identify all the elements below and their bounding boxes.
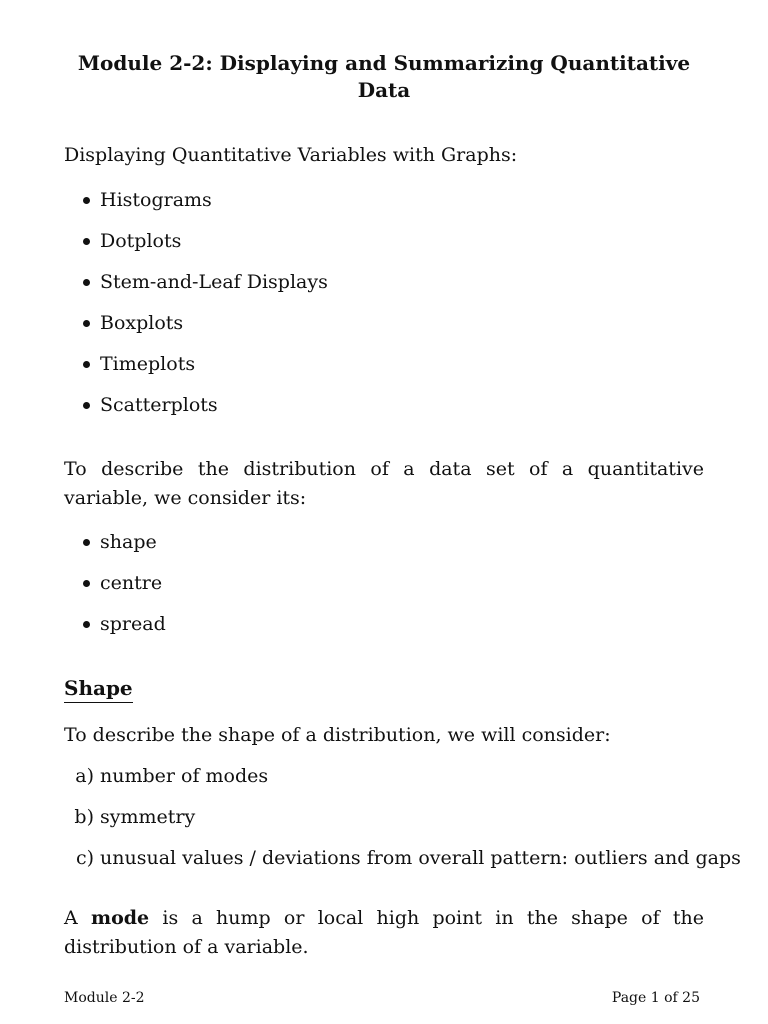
list-item-text: Stem-and-Leaf Displays: [100, 271, 328, 293]
bullet-icon: [83, 279, 90, 286]
bullet-icon: [83, 621, 90, 628]
list-item-text: Scatterplots: [100, 394, 218, 416]
distribution-intro-text: To describe the distribution of a data set of a quantitative variable, we consider its:: [64, 458, 704, 509]
footer-module-label: Module 2-2: [64, 990, 145, 1006]
list-item: [100, 311, 183, 335]
list-item-text: Histograms: [100, 189, 212, 211]
list-item: [100, 188, 212, 212]
bullet-icon: [83, 539, 90, 546]
list-item: [100, 530, 157, 554]
shape-intro-text: To describe the shape of a distribution, we will consider:: [64, 724, 611, 746]
mode-definition-prefix: A: [64, 907, 91, 929]
list-item-text: shape: [100, 531, 157, 553]
page-title: Module 2-2: Displaying and Summarizing Quantitative Data: [77, 51, 691, 102]
footer-page-number: Page 1 of 25: [611, 990, 700, 1006]
list-item-text: centre: [100, 572, 163, 594]
list-item-label: a): [75, 765, 94, 787]
list-item: [74, 805, 196, 829]
list-item: [100, 571, 162, 595]
list-item-text: Dotplots: [100, 230, 182, 252]
mode-term: mode: [90, 907, 150, 929]
mode-definition-rest: is a hump or local high point in the shape of the distribution of a variable.: [64, 907, 704, 958]
list-item-text: number of modes: [100, 765, 269, 787]
bullet-icon: [83, 580, 90, 587]
bullet-icon: [83, 402, 90, 409]
list-item: [75, 846, 741, 870]
list-item: [100, 270, 328, 294]
list-item: [100, 612, 166, 636]
list-item-text: spread: [100, 613, 166, 635]
bullet-icon: [83, 361, 90, 368]
list-item: [100, 393, 218, 417]
list-item-text: unusual values / deviations from overall pattern: outliers and gaps: [100, 847, 741, 869]
list-item: [100, 352, 195, 376]
bullet-icon: [83, 320, 90, 327]
list-item-text: Boxplots: [100, 312, 184, 334]
graphs-intro-text: Displaying Quantitative Variables with Graphs:: [64, 144, 518, 166]
mode-definition-text: [64, 904, 704, 962]
bullet-icon: [83, 197, 90, 204]
bullet-icon: [83, 238, 90, 245]
list-item-text: symmetry: [100, 806, 196, 828]
list-item-text: Timeplots: [100, 353, 196, 375]
list-item-label: b): [74, 806, 94, 828]
list-item-label: c): [75, 847, 94, 869]
list-item: [100, 229, 181, 253]
shape-section-heading: Shape: [64, 675, 133, 703]
list-item: [75, 764, 269, 788]
